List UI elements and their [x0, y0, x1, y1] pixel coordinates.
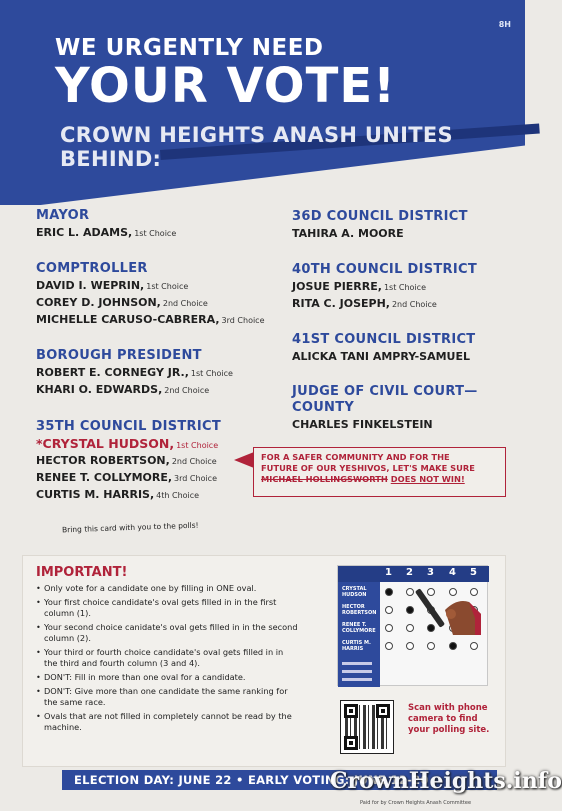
list-item: • Your first choice candidate's oval gets filled in in the first column (1).	[36, 597, 298, 619]
important-title: IMPORTANT!	[36, 565, 128, 580]
struck-name: MICHAEL HOLLINGSWORTH	[261, 474, 388, 484]
race-civil-court-judge	[292, 384, 525, 433]
important-list	[36, 583, 298, 736]
race-36th-council	[292, 209, 468, 242]
callout-box	[253, 447, 506, 497]
list-item: • Your second choice canidate's oval gets filled in in the second column (2).	[36, 622, 298, 644]
does-not-win: DOES NOT WIN!	[390, 474, 465, 484]
candidate: KHARI O. EDWARDS, 2nd Choice	[36, 383, 210, 396]
race-title: 41ST COUNCIL DISTRICT	[292, 332, 476, 347]
race-title: 36D COUNCIL DISTRICT	[292, 209, 468, 224]
ballot-oval	[406, 642, 414, 650]
callout-line2: FUTURE OF OUR YESHIVOS, LET'S MAKE SURE	[261, 463, 475, 473]
candidate: RENEE T. COLLYMORE, 3rd Choice	[36, 471, 217, 484]
headline-line3: CROWN HEIGHTS ANASH UNITES BEHIND:	[60, 123, 453, 171]
callout-pointer	[234, 452, 254, 468]
list-item: • DON'T: Give more than one candidate the same ranking for the same race.	[36, 686, 298, 708]
ballot-col-number: 1	[385, 567, 392, 578]
headline-line2: YOUR VOTE!	[55, 58, 397, 114]
ballot-name: RENEE T. COLLYMORE	[342, 622, 376, 634]
ballot-oval	[385, 642, 393, 650]
ballot-oval	[427, 642, 435, 650]
race-title: BOROUGH PRESIDENT	[36, 348, 202, 363]
candidate: ALICKA TANI AMPRY-SAMUEL	[292, 350, 470, 363]
qr-eye	[344, 704, 358, 718]
candidate: JOSUE PIERRE, 1st Choice	[292, 280, 426, 293]
list-item: • Ovals that are not filled in completely cannot be read by the machine.	[36, 711, 298, 733]
ballot-name: CRYSTAL HUDSON	[342, 586, 367, 598]
race-title: MAYOR	[36, 208, 90, 223]
corner-tag: 8H	[498, 20, 511, 29]
list-item: • Your third or fourth choice candidate's oval gets filled in in the third and fourth column (3 and 4).	[36, 647, 298, 669]
callout-line3	[261, 474, 498, 485]
candidate: HECTOR ROBERTSON, 2nd Choice	[36, 454, 217, 467]
race-35th-council	[36, 419, 221, 503]
bring-card-note: Bring this card with you to the polls!	[61, 520, 199, 535]
ballot-col-number: 5	[470, 567, 477, 578]
ballot-col-number: 3	[427, 567, 434, 578]
candidate: COREY D. JOHNSON, 2nd Choice	[36, 296, 208, 309]
pen-hand-icon	[425, 580, 485, 635]
candidate: TAHIRA A. MOORE	[292, 227, 404, 240]
race-title: JUDGE OF CIVIL COURT—COUNTY	[292, 384, 478, 415]
ballot-oval	[385, 624, 393, 632]
race-title: 40TH COUNCIL DISTRICT	[292, 262, 477, 277]
qr-eye	[344, 736, 358, 750]
ballot-name: HECTOR ROBERTSON	[342, 604, 377, 616]
candidate-highlighted: *CRYSTAL HUDSON, 1st Choice	[36, 436, 219, 451]
callout-line1: FOR A SAFER COMMUNITY AND FOR THE	[261, 452, 450, 462]
footer-text: ELECTION DAY: JUNE 22 • EARLY VOTING: JUNE 12-20	[74, 773, 429, 787]
candidate: RITA C. JOSEPH, 2nd Choice	[292, 297, 437, 310]
ballot-footer-line	[342, 678, 372, 681]
candidate: ERIC L. ADAMS, 1st Choice	[36, 226, 177, 239]
headline-line1: WE URGENTLY NEED	[55, 35, 324, 61]
ballot-oval	[406, 588, 414, 596]
candidate: MICHELLE CARUSO-CABRERA, 3rd Choice	[36, 313, 265, 326]
site-watermark: CrownHeights.info	[330, 768, 562, 794]
qr-eye	[376, 704, 390, 718]
race-title: COMPTROLLER	[36, 261, 148, 276]
race-40th-council	[292, 262, 477, 312]
ballot-footer-line	[342, 670, 372, 673]
ballot-oval	[470, 642, 478, 650]
race-title: 35TH COUNCIL DISTRICT	[36, 419, 221, 434]
ballot-name: CURTIS M. HARRIS	[342, 640, 371, 652]
ballot-oval	[406, 624, 414, 632]
ballot-footer-line	[342, 662, 372, 665]
candidate: DAVID I. WEPRIN, 1st Choice	[36, 279, 189, 292]
candidate: CURTIS M. HARRIS, 4th Choice	[36, 488, 200, 501]
paid-for-notice: Paid for by Crown Heights Anash Committee	[360, 800, 472, 806]
list-item: • DON'T: Fill in more than one oval for a candidate.	[36, 672, 298, 683]
ballot-col-number: 2	[406, 567, 413, 578]
race-41st-council	[292, 332, 475, 365]
race-borough-president	[36, 348, 233, 398]
scan-instructions: Scan with phone camera to find your polling site.	[408, 703, 490, 735]
ballot-oval	[385, 606, 393, 614]
qr-code[interactable]	[340, 700, 394, 754]
candidate: ROBERT E. CORNEGY JR., 1st Choice	[36, 366, 233, 379]
ballot-oval	[406, 606, 414, 614]
ballot-col-number: 4	[449, 567, 456, 578]
race-comptroller	[36, 261, 265, 328]
race-mayor	[36, 208, 176, 241]
ballot-oval	[449, 642, 457, 650]
list-item: • Only vote for a candidate one by filling in ONE oval.	[36, 583, 298, 594]
candidate: CHARLES FINKELSTEIN	[292, 418, 433, 431]
ballot-oval	[385, 588, 393, 596]
ballot-names-column	[338, 582, 380, 687]
